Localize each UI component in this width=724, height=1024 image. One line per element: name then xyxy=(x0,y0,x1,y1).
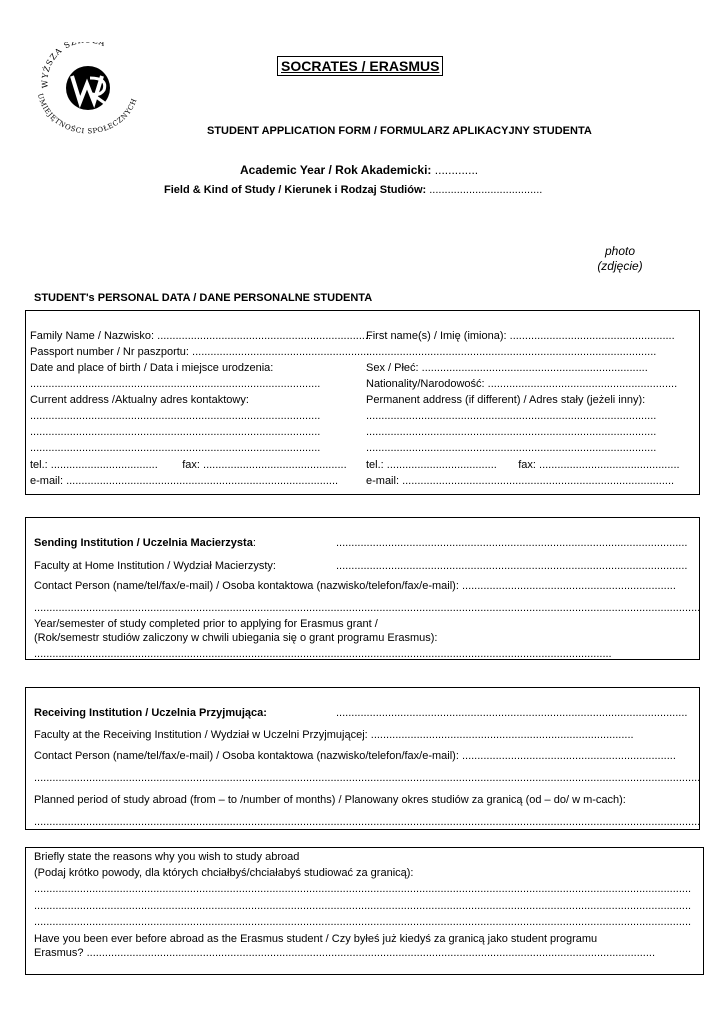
receiving-institution-field[interactable] xyxy=(34,706,334,720)
photo-label: photo xyxy=(604,244,636,258)
permanent-address-dots-3[interactable]: ............................................................................................... xyxy=(366,442,657,454)
sending-contact-dots[interactable]: .......................................................................................................................................................................................................................... xyxy=(34,602,701,614)
fax-label-right: fax: xyxy=(518,459,536,471)
permanent-address-dots-2[interactable]: ............................................................................................... xyxy=(366,426,657,438)
year-semester-label-1: Year/semester of study completed prior to applying for Erasmus grant / xyxy=(34,618,378,630)
receiving-institution-label: Receiving Institution / Uczelnia Przyjmująca: xyxy=(34,707,267,719)
sending-contact-field[interactable]: Contact Person (name/tel/fax/e-mail) / Osoba kontaktowa (nazwisko/telefon/fax/e-mail): ...................................................................... xyxy=(34,580,676,592)
receiving-institution-dots[interactable]: ................................................................................................................... xyxy=(336,707,688,719)
tel-label-right: tel.: xyxy=(366,459,384,471)
tel-label: tel.: xyxy=(30,459,48,471)
school-logo xyxy=(30,42,148,138)
abroad-before-label: Have you been ever before abroad as the Erasmus student / Czy byłeś już kiedyś za granicą jako student programu xyxy=(34,933,598,945)
current-address-label: Current address /Aktualny adres kontaktowy: xyxy=(30,394,249,406)
reasons-dots-2[interactable]: ....................................................................................................................................................................................................................... xyxy=(34,900,692,912)
planned-period-dots[interactable]: .......................................................................................................................................................................................................................... xyxy=(34,816,701,828)
birth-field[interactable] xyxy=(30,361,352,375)
receiving-contact-label: Contact Person (name/tel/fax/e-mail) / Osoba kontaktowa (nazwisko/telefon/fax/e-mail): xyxy=(34,750,459,762)
tel-fax-field[interactable]: tel.: ................................... fax: ............................................... xyxy=(30,459,347,471)
logo-text-bottom: UMIEJĘTNOŚCI SPOŁECZNYCH xyxy=(35,92,139,136)
home-faculty-field[interactable] xyxy=(34,559,334,573)
personal-data-title: STUDENT's PERSONAL DATA / DANE PERSONALNE STUDENTA xyxy=(34,292,373,304)
email-field[interactable]: e-mail: ......................................................................................... xyxy=(30,475,339,487)
receiving-contact-field[interactable]: Contact Person (name/tel/fax/e-mail) / Osoba kontaktowa (nazwisko/telefon/fax/e-mail): ...................................................................... xyxy=(34,750,676,762)
sending-institution-label: Sending Institution / Uczelnia Macierzysta xyxy=(34,537,253,549)
form-title: STUDENT APPLICATION FORM / FORMULARZ APLIKACYJNY STUDENTA xyxy=(207,125,592,137)
field-of-study-label: Field & Kind of Study / Kierunek i Rodzaj Studiów: xyxy=(164,184,427,196)
permanent-address-dots-1[interactable]: ............................................................................................... xyxy=(366,410,657,422)
sex-label: Sex / Płeć: xyxy=(366,362,419,374)
reasons-dots-1[interactable]: ....................................................................................................................................................................................................................... xyxy=(34,883,692,895)
abroad-before-label-2: Erasmus? xyxy=(34,947,84,959)
current-address-dots-3[interactable]: ............................................................................................... xyxy=(30,442,321,454)
email-label: e-mail: xyxy=(30,475,64,487)
receiving-contact-dots[interactable]: .......................................................................................................................................................................................................................... xyxy=(34,772,701,784)
receiving-faculty-label: Faculty at the Receiving Institution / Wydział w Uczelni Przyjmującej: xyxy=(34,729,368,741)
fax-label: fax: xyxy=(182,459,200,471)
year-semester-label-2: (Rok/semestr studiów zaliczony w chwili ubiegania się o grant programu Erasmus): xyxy=(34,632,438,644)
program-title: SOCRATES / ERASMUS xyxy=(277,56,443,76)
reasons-label-1: Briefly state the reasons why you wish to study abroad xyxy=(34,851,300,863)
sending-contact-label: Contact Person (name/tel/fax/e-mail) / Osoba kontaktowa (nazwisko/telefon/fax/e-mail): xyxy=(34,580,459,592)
photo-label-pl: (zdjęcie) xyxy=(597,259,643,273)
photo-placeholder xyxy=(590,244,650,274)
first-name-dots[interactable]: ............................................................................................... xyxy=(366,346,657,358)
birth-dots[interactable]: ............................................................................................... xyxy=(30,378,321,390)
field-of-study-row xyxy=(164,184,542,196)
academic-year-value[interactable]: ............. xyxy=(434,163,479,177)
reasons-label-2: (Podaj krótko powody, dla których chciałbyś/chciałabyś studiować za granicą): xyxy=(34,867,414,879)
home-faculty-dots[interactable]: ................................................................................................................... xyxy=(336,560,688,572)
current-address-field[interactable] xyxy=(30,393,352,407)
logo-text-top: WYŻSZA SZ A xyxy=(40,42,108,89)
academic-year-label: Academic Year / Rok Akademicki: xyxy=(240,163,432,177)
sending-institution-dots[interactable]: ................................................................................................................... xyxy=(336,537,688,549)
current-address-dots-1[interactable]: ............................................................................................... xyxy=(30,410,321,422)
tel-fax-field-right[interactable]: tel.: .................................... fax: .............................................. xyxy=(366,459,680,471)
nationality-field[interactable]: Nationality/Narodowość: .............................................................. xyxy=(366,378,678,390)
email-label-right: e-mail: xyxy=(366,475,400,487)
year-semester-dots[interactable]: ............................................................................................................................................................................................. xyxy=(34,648,612,660)
sending-institution-colon: : xyxy=(252,537,256,549)
family-name-field[interactable]: Family Name / Nazwisko: ...................................................................... xyxy=(30,330,372,342)
permanent-address-field[interactable] xyxy=(366,393,688,407)
family-name-label: Family Name / Nazwisko: xyxy=(30,330,155,342)
passport-label: Passport number / Nr paszportu: xyxy=(30,346,189,358)
nationality-label: Nationality/Narodowość: xyxy=(366,378,485,390)
birth-label: Date and place of birth / Data i miejsce urodzenia: xyxy=(30,362,274,374)
planned-period-label: Planned period of study abroad (from – to /number of months) / Planowany okres studiów za granicą (od – do/ w m-cach): xyxy=(34,794,626,806)
home-faculty-label: Faculty at Home Institution / Wydział Macierzysty: xyxy=(34,560,276,572)
current-address-dots-2[interactable]: ............................................................................................... xyxy=(30,426,321,438)
abroad-before-field[interactable]: Erasmus? .......................................................................................................................................................................................... xyxy=(34,947,656,959)
first-name-label: First name(s) / Imię (imiona): xyxy=(366,330,507,342)
reasons-dots-3[interactable]: ....................................................................................................................................................................................................................... xyxy=(34,916,692,928)
passport-field[interactable]: Passport number / Nr paszportu: .......................................................... xyxy=(30,346,370,358)
first-name-field[interactable]: First name(s) / Imię (imiona): ...................................................... xyxy=(366,330,675,342)
sex-field[interactable]: Sex / Płeć: .......................................................................... xyxy=(366,362,648,374)
academic-year-row xyxy=(240,163,478,177)
field-of-study-value[interactable]: ..................................... xyxy=(429,184,543,196)
receiving-faculty-field[interactable]: Faculty at the Receiving Institution / Wydział w Uczelni Przyjmującej: ...................................................................................... xyxy=(34,729,634,741)
email-field-right[interactable]: e-mail: ......................................................................................... xyxy=(366,475,675,487)
permanent-address-label: Permanent address (if different) / Adres stały (jeżeli inny): xyxy=(366,394,646,406)
